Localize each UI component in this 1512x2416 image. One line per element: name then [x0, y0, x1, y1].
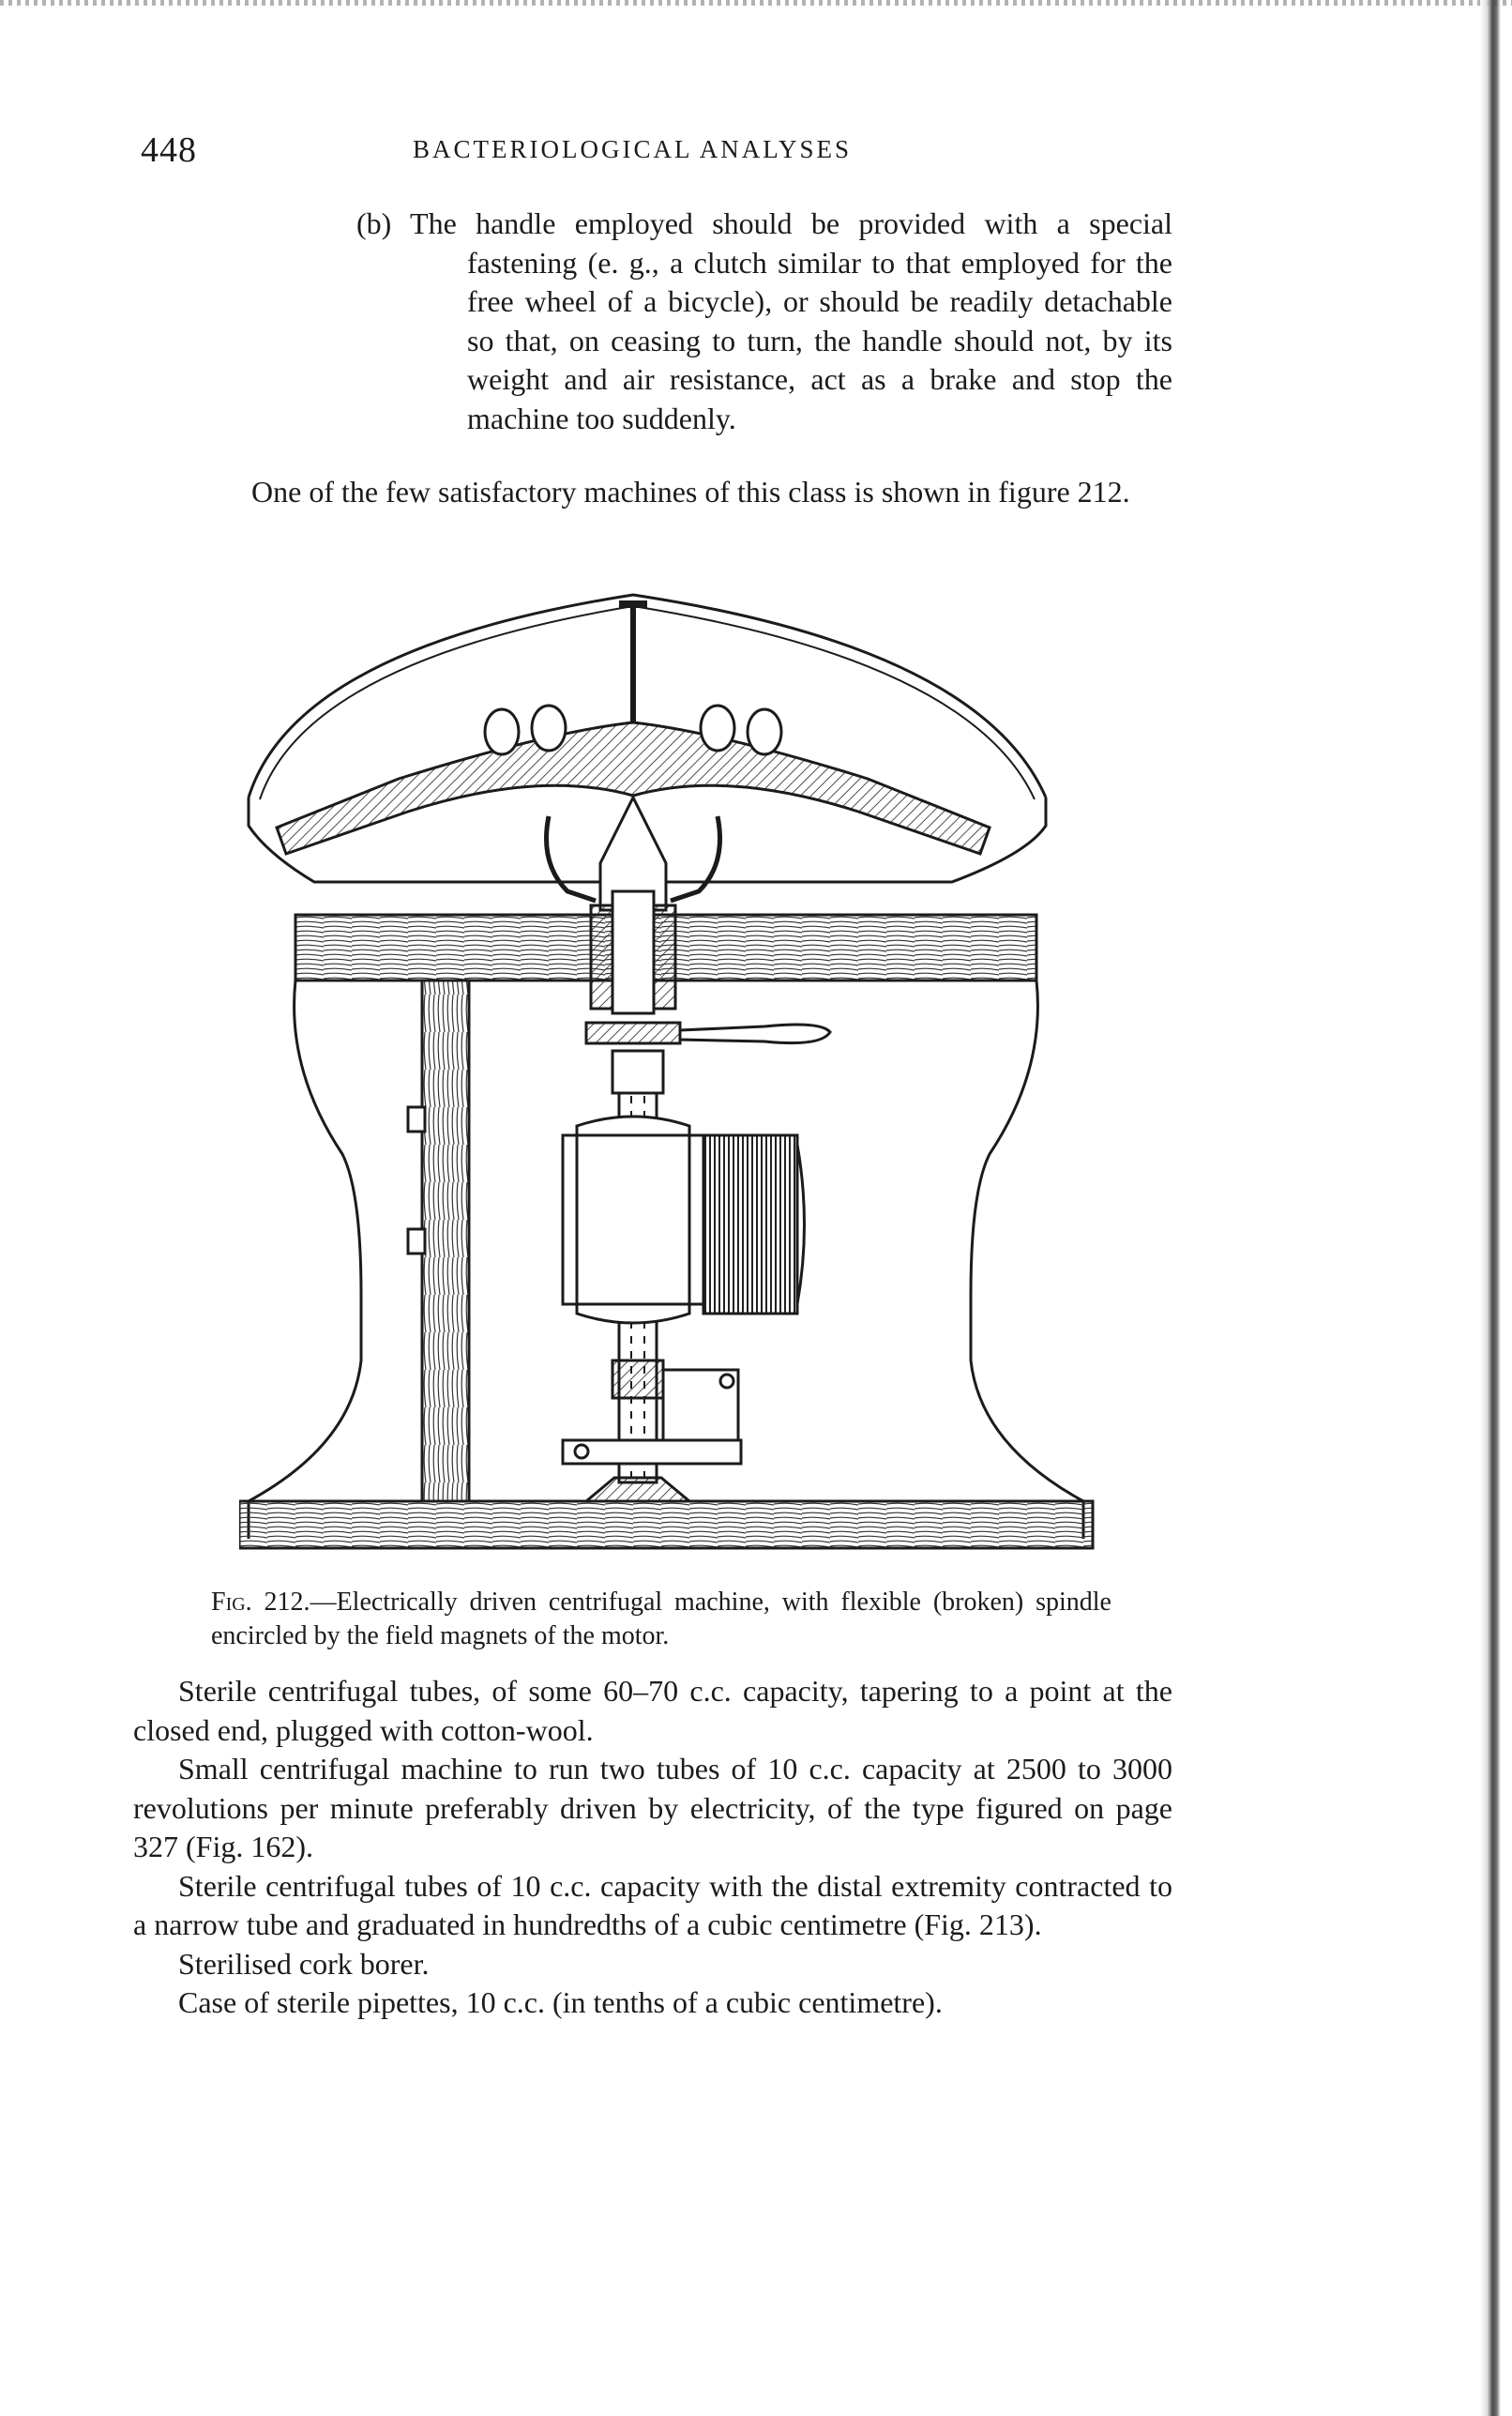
body-paragraph: Case of sterile pipettes, 10 c.c. (in tenths of a cubic centimetre).	[178, 1985, 943, 2019]
motor-field-magnets	[577, 1117, 689, 1323]
list-item-b-text: (b) The handle employed should be provided with a special fastening (e. g., a clutch similar to that employed for the free wheel of a bicycle), or should be readily detachable so that, on ceasing to turn, the handle should not, by its weight and air resistance, act as a brake and stop the machine too suddenly.	[356, 206, 1172, 435]
body-paragraph: Sterile centrifugal tubes, of some 60–70 c.c. capacity, tapering to a point at the closed end, plugged with cotton-wool.	[133, 1674, 1172, 1747]
pedestal-outline	[249, 980, 361, 1539]
figure-label: Fig. 212.	[211, 1588, 310, 1617]
body-paragraph: Small centrifugal machine to run two tubes of 10 c.c. capacity at 2500 to 3000 revolutions per minute preferably driven by electricity, of the type figured on page 327 (Fig. 162).	[133, 1752, 1172, 1863]
scan-top-edge	[0, 0, 1512, 6]
scan-binding-edge	[1480, 0, 1501, 2416]
page-header	[141, 129, 1172, 170]
body-paragraph: Sterilised cork borer.	[178, 1946, 430, 1981]
base-board	[239, 1501, 1093, 1548]
wooden-post	[422, 980, 469, 1501]
body-paragraph: Sterile centrifugal tubes of 10 c.c. capacity with the distal extremity contracted to a narrow tube and graduated in hundredths of a cubic centimetre (Fig. 213).	[133, 1868, 1172, 1941]
list-item-b	[356, 205, 1172, 438]
body-text	[133, 1672, 1172, 2023]
page-number: 448	[141, 130, 197, 170]
figure-caption-text: —Electrically driven centrifugal machine, with flexible (broken) spindle encircled by the field magnets of the motor.	[211, 1588, 1111, 1650]
figure-caption	[211, 1586, 1111, 1653]
intro-paragraph: One of the few satisfactory machines of this class is shown in figure 212.	[251, 475, 1130, 509]
centrifuge-illustration	[239, 582, 1097, 1590]
running-title: BACTERIOLOGICAL ANALYSES	[413, 135, 853, 163]
motor-coil	[703, 1135, 797, 1314]
